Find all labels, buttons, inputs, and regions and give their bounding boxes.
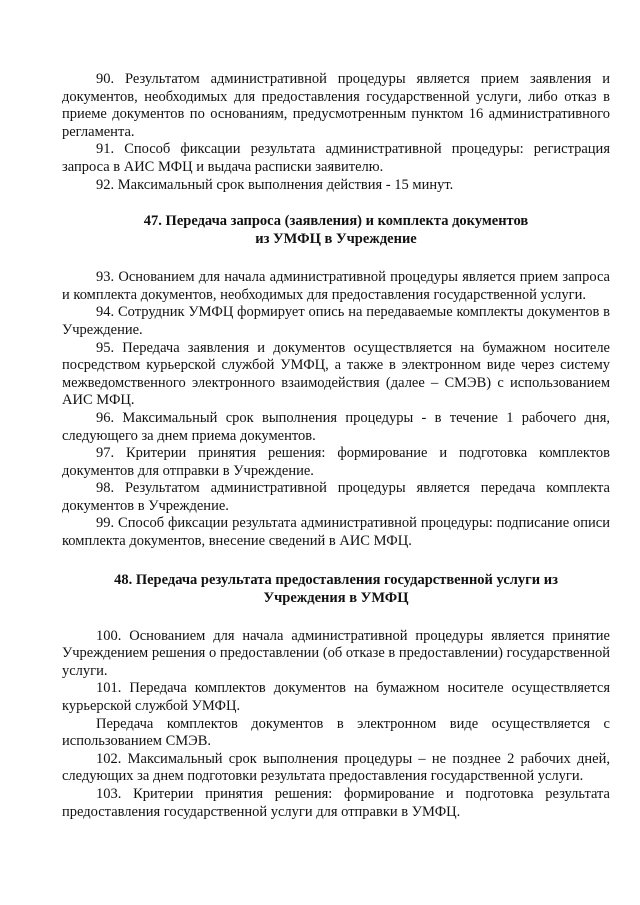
- paragraph-95: 95. Передача заявления и документов осуществляется на бумажном носителе посредством курьерской службой УМФЦ, а также в электронном виде через систему межведомственного электронного взаимодействия (далее – СМЭВ) с использованием АИС МФЦ.: [62, 339, 610, 409]
- paragraph-90: 90. Результатом административной процедуры является прием заявления и документов, необходимых для предоставления государственной услуги, либо отказ в приеме документов по основаниям, предусмотренным пунктом 16 административного регламента.: [62, 71, 610, 140]
- paragraph-101: 101. Передача комплектов документов на бумажном носителе осуществляется курьерской службой УМФЦ.: [62, 680, 610, 715]
- paragraph-103: 103. Критерии принятия решения: формирование и подготовка результата предоставления государственной услуги для отправки в УМФЦ.: [62, 786, 610, 820]
- paragraph-92: 92. Максимальный срок выполнения действия - 15 минут.: [96, 176, 454, 193]
- section-47-heading-line-1: 47. Передача запроса (заявления) и комплекта документов: [143, 213, 529, 230]
- paragraph-94: 94. Сотрудник УМФЦ формирует опись на передаваемые комплекты документов в Учреждение.: [62, 304, 610, 338]
- section-48-heading-line-1: 48. Передача результата предоставления государственной услуги из: [114, 571, 558, 588]
- paragraph-91: 91. Способ фиксации результата административной процедуры: регистрация запроса в АИС МФЦ и выдача расписки заявителю.: [62, 141, 610, 175]
- paragraph-101-continued: Передача комплектов документов в электронном виде осуществляется с использованием СМЭВ.: [62, 715, 610, 750]
- section-47-heading-line-2: из УМФЦ в Учреждение: [255, 231, 417, 248]
- paragraph-102: 102. Максимальный срок выполнения процедуры – не позднее 2 рабочих дней, следующих за днем подготовки результата предоставления государственной услуги.: [62, 750, 610, 785]
- paragraph-100: 100. Основанием для начала административной процедуры является принятие Учреждением решения о предоставлении (об отказе в предоставлении) государственной услуги.: [62, 627, 610, 679]
- paragraph-98: 98. Результатом административной процедуры является передача комплекта документов в Учреждение.: [62, 480, 610, 514]
- paragraph-93: 93. Основанием для начала административной процедуры является прием запроса и комплекта документов, необходимых для предоставления государственной услуги.: [62, 269, 610, 303]
- paragraph-97: 97. Критерии принятия решения: формирование и подготовка комплектов документов для отправки в Учреждение.: [62, 445, 610, 479]
- paragraph-96: 96. Максимальный срок выполнения процедуры - в течение 1 рабочего дня, следующего за днем приема документов.: [62, 409, 610, 444]
- section-48-heading-line-2: Учреждения в УМФЦ: [263, 589, 409, 606]
- paragraph-99: 99. Способ фиксации результата административной процедуры: подписание описи комплекта документов, внесение сведений в АИС МФЦ.: [62, 515, 610, 550]
- document-body: [62, 71, 610, 821]
